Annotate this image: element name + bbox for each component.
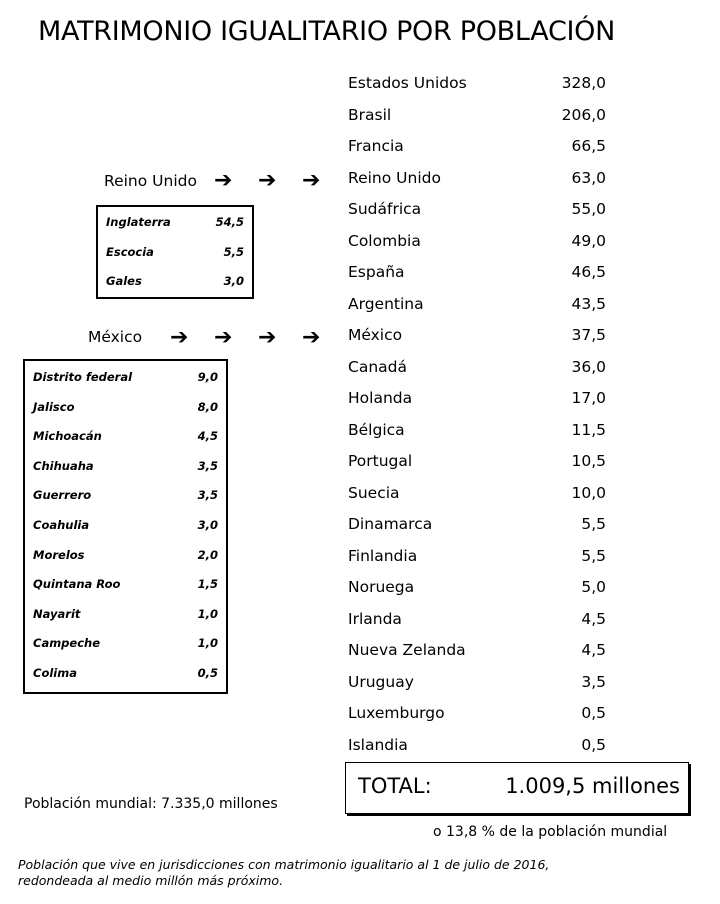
country-row (348, 419, 610, 451)
region-value: 0,5 (197, 666, 218, 680)
country-value: 11,5 (571, 420, 606, 439)
country-row (348, 293, 610, 325)
region-name: Jalisco (33, 399, 75, 414)
country-row (348, 545, 610, 577)
country-row (348, 576, 610, 608)
country-value: 5,5 (581, 515, 606, 533)
region-value: 3,5 (197, 458, 218, 473)
country-name: España (348, 263, 405, 281)
country-value: 37,5 (571, 326, 606, 344)
arrow-right-icon: ➔ (214, 168, 233, 193)
country-name: Estados Unidos (348, 74, 467, 92)
mexico-label: México (88, 328, 143, 346)
arrow-right-icon: ➔ (302, 325, 321, 350)
arrow-right-icon: ➔ (170, 325, 189, 350)
total-box (345, 762, 689, 814)
region-value: 4,5 (197, 429, 218, 444)
country-row (348, 72, 610, 104)
country-row (348, 167, 610, 199)
country-name: Holanda (348, 389, 413, 407)
region-value: 1,0 (197, 606, 218, 621)
country-value: 5,0 (581, 578, 606, 596)
arrow-right-icon: ➔ (258, 325, 277, 350)
country-row (348, 608, 610, 640)
footnote (18, 857, 698, 889)
mexico-arrows (170, 327, 346, 349)
country-value: 66,5 (571, 137, 606, 155)
country-name: Portugal (348, 452, 413, 470)
country-value: 36,0 (571, 357, 606, 376)
reino-unido-breakdown-box (96, 205, 254, 299)
country-row (348, 104, 610, 136)
region-value: 2,0 (197, 547, 218, 562)
country-row (348, 198, 610, 230)
country-name: Luxemburgo (348, 704, 445, 722)
arrow-right-icon: ➔ (258, 168, 277, 193)
country-name: Islandia (348, 735, 408, 754)
country-name: Reino Unido (348, 168, 441, 187)
arrow-right-icon: ➔ (214, 325, 233, 350)
arrow-right-icon: ➔ (302, 168, 321, 193)
country-value: 206,0 (561, 105, 606, 124)
region-name: Nayarit (33, 606, 81, 621)
country-row (348, 261, 610, 293)
region-value: 8,0 (197, 399, 218, 414)
country-name: Finlandia (348, 546, 418, 565)
country-name: Irlanda (348, 609, 402, 628)
country-value: 3,5 (581, 672, 606, 691)
region-name: Guerrero (33, 488, 92, 503)
country-list (348, 72, 610, 765)
world-population: Población mundial: 7.335,0 millones (24, 796, 278, 812)
country-name: Sudáfrica (348, 200, 422, 218)
country-name: Brasil (348, 105, 392, 124)
country-name: Dinamarca (348, 515, 433, 533)
page-title: MATRIMONIO IGUALITARIO POR POBLACIÓN (38, 16, 616, 47)
region-value: 9,0 (197, 370, 218, 384)
country-row (348, 639, 610, 671)
country-name: Canadá (348, 357, 407, 376)
region-name: Chihuaha (33, 458, 94, 473)
country-name: Bélgica (348, 420, 405, 439)
mexico-breakdown-box (23, 359, 228, 694)
country-row (348, 387, 610, 419)
region-value: 3,0 (197, 518, 218, 532)
country-value: 4,5 (581, 609, 606, 628)
world-percentage: o 13,8 % de la población mundial (433, 824, 668, 840)
country-value: 10,5 (571, 452, 606, 470)
country-row (348, 513, 610, 545)
country-value: 328,0 (561, 74, 606, 92)
country-name: Argentina (348, 294, 424, 313)
region-name: Colima (33, 666, 77, 680)
country-row (348, 324, 610, 356)
country-row (348, 734, 610, 766)
country-value: 55,0 (571, 200, 606, 218)
region-value: 3,5 (197, 488, 218, 503)
country-value: 17,0 (571, 389, 606, 407)
region-name: Distrito federal (33, 370, 133, 384)
country-row (348, 482, 610, 514)
country-value: 5,5 (581, 546, 606, 565)
total-value: 1.009,5 millones (505, 774, 680, 798)
region-name: Coahulia (33, 518, 90, 532)
country-value: 0,5 (581, 735, 606, 754)
country-row (348, 135, 610, 167)
country-value: 10,0 (571, 483, 606, 502)
country-name: Noruega (348, 578, 415, 596)
country-name: Suecia (348, 483, 400, 502)
region-name: Inglaterra (106, 215, 171, 229)
region-value: 1,0 (197, 636, 218, 651)
region-value: 3,0 (223, 274, 244, 288)
region-name: Quintana Roo (33, 577, 121, 592)
region-name: Morelos (33, 547, 85, 562)
country-name: México (348, 326, 403, 344)
region-name: Michoacán (33, 429, 102, 444)
region-name: Campeche (33, 636, 101, 651)
country-name: Nueva Zelanda (348, 641, 466, 659)
country-value: 46,5 (571, 263, 606, 281)
country-value: 49,0 (571, 231, 606, 250)
country-name: Colombia (348, 231, 421, 250)
country-row (348, 671, 610, 703)
country-row (348, 702, 610, 734)
total-label: TOTAL: (358, 774, 432, 798)
reino-unido-arrows (214, 170, 346, 192)
region-name: Escocia (106, 244, 154, 259)
footnote-line: Población que vive en jurisdicciones con matrimonio igualitario al 1 de julio de 2016, (18, 857, 550, 872)
country-value: 43,5 (571, 294, 606, 313)
region-value: 1,5 (197, 577, 218, 592)
country-value: 4,5 (581, 641, 606, 659)
region-value: 54,5 (215, 215, 244, 229)
country-name: Uruguay (348, 672, 414, 691)
country-row (348, 450, 610, 482)
reino-unido-label: Reino Unido (104, 172, 197, 190)
country-row (348, 230, 610, 262)
country-value: 63,0 (571, 168, 606, 187)
country-name: Francia (348, 137, 404, 155)
country-value: 0,5 (581, 704, 606, 722)
footnote-line: redondeada al medio millón más próximo. (18, 873, 284, 888)
country-row (348, 356, 610, 388)
region-name: Gales (106, 274, 142, 288)
region-value: 5,5 (223, 244, 244, 259)
